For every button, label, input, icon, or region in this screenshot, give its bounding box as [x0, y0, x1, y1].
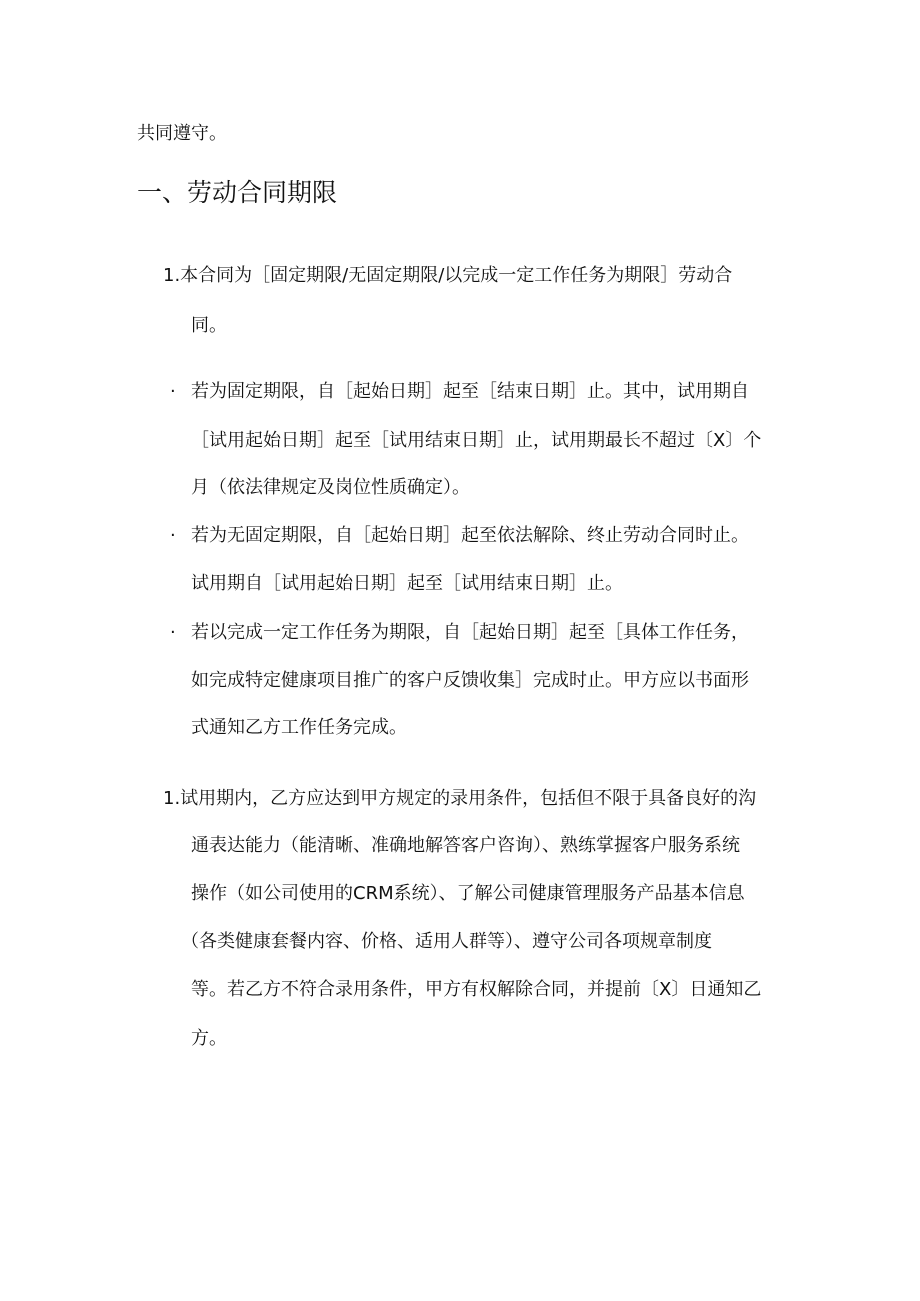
bullet1-line-3: 月（依法律规定及岗位性质确定）。 [191, 477, 470, 498]
item1-line-1: 1.本合同为［固定期限/无固定期限/以完成一定工作任务为期限］劳动合 [163, 265, 733, 286]
bullet-marker: · [170, 525, 176, 546]
bullet3-line-3: 式通知乙方工作任务完成。 [191, 717, 407, 738]
bullet-marker: · [170, 381, 176, 402]
item2-line-3: 操作（如公司使用的CRM系统）、了解公司健康管理服务产品基本信息 [191, 883, 745, 904]
item2-line-4: （各类健康套餐内容、价格、适用人群等）、遵守公司各项规章制度 [181, 931, 712, 952]
item2-line-5: 等。若乙方不符合录用条件，甲方有权解除合同，并提前〔X〕日通知乙 [191, 979, 762, 1000]
bullet-marker: · [170, 622, 176, 643]
bullet3-line-2: 如完成特定健康项目推广的客户反馈收集］完成时止。甲方应以书面形 [191, 670, 749, 691]
item2-line-1: 1.试用期内，乙方应达到甲方规定的录用条件，包括但不限于具备良好的沟 [163, 788, 757, 809]
intro-text: 共同遵守。 [137, 123, 227, 144]
item2-line-6: 方。 [191, 1028, 227, 1049]
bullet1-line-2: ［试用起始日期］起至［试用结束日期］止，试用期最长不超过〔X〕个 [191, 430, 762, 451]
bullet1-line-1: 若为固定期限，自［起始日期］起至［结束日期］止。其中，试用期自 [191, 381, 749, 402]
section-heading: 一、劳动合同期限 [137, 178, 338, 207]
bullet2-line-1: 若为无固定期限，自［起始日期］起至依法解除、终止劳动合同时止。 [191, 525, 749, 546]
item1-line-2: 同。 [191, 315, 227, 336]
bullet2-line-2: 试用期自［试用起始日期］起至［试用结束日期］止。 [191, 573, 623, 594]
bullet3-line-1: 若以完成一定工作任务为期限，自［起始日期］起至［具体工作任务， [191, 622, 749, 643]
item2-line-2: 通表达能力（能清晰、准确地解答客户咨询）、熟练掌握客户服务系统 [191, 835, 740, 856]
